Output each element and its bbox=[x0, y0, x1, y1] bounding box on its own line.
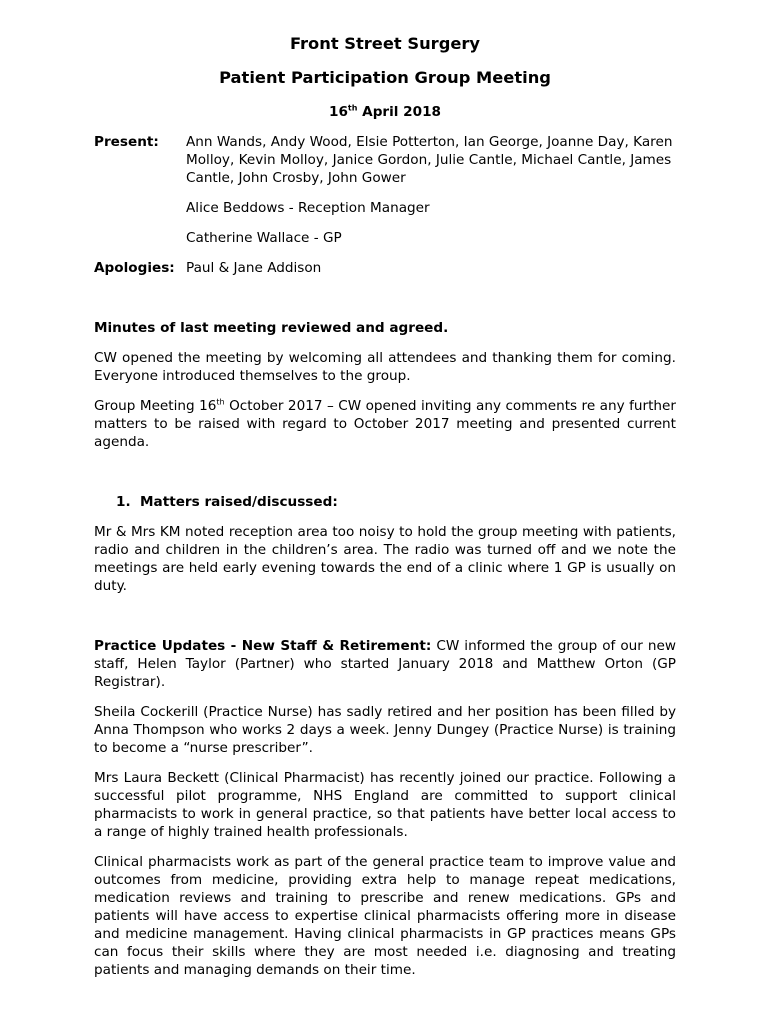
updates-paragraph-3: Mrs Laura Beckett (Clinical Pharmacist) has recently joined our practice. Following a successful pilot programme, NHS England are committed to support clinical pharmacists to work in general practice, so that patients have better local access to a range of highly trained health professionals. bbox=[94, 770, 676, 840]
updates-paragraph-2: Sheila Cockerill (Practice Nurse) has sadly retired and her position has been filled by Anna Thompson who works 2 days a week. Jenny Dungey (Practice Nurse) is training to become a “nurse prescriber”. bbox=[94, 704, 676, 756]
staff-gp: Catherine Wallace - GP bbox=[186, 230, 342, 246]
updates-heading: Practice Updates - New Staff & Retirement: bbox=[94, 638, 432, 654]
minutes-heading: Minutes of last meeting reviewed and agreed. bbox=[94, 320, 449, 336]
matters-paragraph: Mr & Mrs KM noted reception area too noisy to hold the group meeting with patients, radio and children in the children’s area. The radio was turned off and we note the meetings are held early evening towards the end of a clinic where 1 GP is usually on duty. bbox=[94, 524, 676, 594]
minutes-para2-start: Group Meeting 16 bbox=[94, 398, 217, 414]
date-suffix: th bbox=[347, 103, 358, 113]
date-rest: April 2018 bbox=[357, 104, 442, 120]
matters-heading bbox=[116, 493, 338, 511]
meeting-title: Patient Participation Group Meeting bbox=[219, 68, 551, 87]
matters-number: 1. bbox=[116, 494, 131, 510]
present-label: Present: bbox=[94, 134, 159, 150]
apologies-label: Apologies: bbox=[94, 260, 175, 276]
date-day: 16 bbox=[328, 104, 348, 120]
minutes-paragraph-1: CW opened the meeting by welcoming all attendees and thanking them for coming. Everyone introduced themselves to the group. bbox=[94, 350, 676, 384]
minutes-para2-sup: th bbox=[216, 397, 225, 407]
updates-paragraph-4: Clinical pharmacists work as part of the general practice team to improve value and outcomes from medicine, providing extra help to manage repeat medications, medication reviews and training to prescribe and renew medications. GPs and patients will have access to expertise clinical pharmacists offering more in disease and medicine management. Having clinical pharmacists in GP practices means GPs can focus their skills where they are most needed i.e. diagnosing and treating patients and managing demands on their time. bbox=[94, 854, 676, 978]
staff-reception-manager: Alice Beddows - Reception Manager bbox=[186, 200, 430, 216]
minutes-paragraph-2 bbox=[94, 397, 676, 451]
updates-paragraph-1 bbox=[94, 637, 676, 691]
matters-heading-text: Matters raised/discussed: bbox=[140, 494, 338, 510]
meeting-date bbox=[94, 103, 676, 121]
present-names: Ann Wands, Andy Wood, Elsie Potterton, Ian George, Joanne Day, Karen Molloy, Kevin Molloy, Janice Gordon, Julie Cantle, Michael Cantle, James Cantle, John Crosby, John Gower bbox=[186, 134, 673, 186]
minutes-para2-rest: October 2017 – CW opened inviting any comments re any further matters to be raised with regard to October 2017 meeting and presented current agenda. bbox=[94, 398, 676, 450]
updates-para1-rest: CW informed the group of our new staff, Helen Taylor (Partner) who started January 2018 and Matthew Orton (GP Registrar). bbox=[94, 638, 676, 690]
practice-name: Front Street Surgery bbox=[289, 34, 481, 53]
apologies-names: Paul & Jane Addison bbox=[186, 260, 322, 276]
